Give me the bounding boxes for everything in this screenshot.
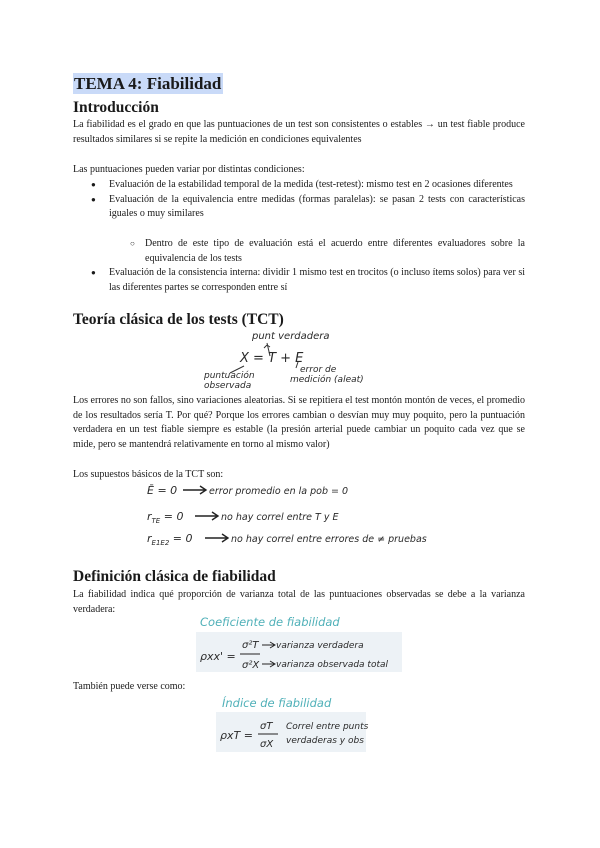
assumptions-intro: Los supuestos básicos de la TCT son: — [73, 469, 224, 480]
assumption-2-rhs: no hay correl entre T y E — [221, 512, 339, 523]
assumption-2-lhs: $r_{TE} = 0$ — [147, 510, 184, 525]
list-item: ○ Dentro de este tipo de evaluación está el acuerdo entre diferentes evaluadores sobre la equivalencia de los tests — [130, 238, 525, 264]
arrow-icon — [262, 661, 275, 667]
arrow-icon — [195, 512, 218, 520]
svg-text:observada: observada — [204, 381, 252, 391]
conditions-list-cont — [91, 266, 525, 295]
conditions-list — [91, 178, 525, 222]
formula-label-left: puntuación — [204, 371, 255, 381]
circle-bullet-icon: ○ — [130, 239, 135, 248]
formula-label-right: error de — [300, 365, 337, 375]
section-heading-definicion: Definición clásica de fiabilidad — [73, 568, 276, 585]
coefficient-den-note: varianza observada total — [276, 660, 389, 670]
section-heading-introduccion: Introducción — [73, 99, 159, 116]
coefficient-num-note: varianza verdadera — [276, 641, 364, 651]
index-denominator: σX — [260, 739, 274, 750]
formula-label-top: punt verdadera — [252, 331, 330, 342]
arrow-icon — [262, 642, 275, 648]
also-paragraph: También puede verse como: — [73, 681, 186, 692]
arrow-icon — [205, 534, 228, 542]
conditions-paragraph: Las puntuaciones pueden variar por distintas condiciones: — [73, 164, 305, 175]
coefficient-formula — [196, 612, 406, 676]
bullet-icon: ● — [91, 180, 96, 189]
tct-formula-image — [200, 326, 410, 390]
index-formula — [216, 693, 376, 757]
svg-text:medición (aleat): medición (aleat) — [290, 375, 364, 385]
index-note-1: Correl entre punts — [286, 722, 369, 732]
coefficient-numerator: σ²T — [242, 640, 259, 651]
index-title: Índice de fiabilidad — [222, 696, 332, 710]
assumption-3-rhs: no hay correl entre errores de ≠ pruebas — [231, 534, 427, 545]
section-heading-tct: Teoría clásica de los tests (TCT) — [73, 311, 284, 328]
index-numerator: σT — [260, 721, 273, 732]
bullet-icon: ● — [91, 194, 96, 204]
index-note-2: verdaderas y obs — [286, 736, 364, 746]
coefficient-title: Coeficiente de fiabilidad — [200, 615, 340, 629]
arrow-icon — [183, 486, 206, 494]
bullet-icon: ● — [91, 268, 96, 277]
list-item: ● Evaluación de la equivalencia entre medidas (formas paralelas): se pasan 2 tests con características iguales o muy similares — [91, 193, 525, 220]
list-item: ● Evaluación de la estabilidad temporal de la medida (test-retest): mismo test en 2 ocasiones diferentes — [109, 178, 525, 193]
definition-paragraph: La fiabilidad indica qué proporción de varianza total de las puntuaciones observadas se debe a la varianza verdadera: — [73, 589, 525, 615]
tct-paragraph: Los errores no son fallos, sino variaciones aleatorias. Si se repitiera el test montón montón de veces, el promedio de los resultados sería T. Por qué? Porque los errores cambian o desvían muy muy poquito, pero la puntuación verdadera en un test fiable siempre es estable (la presión arterial puede cambiar un poquito cada vez que se mide, pero se mantendrá relativamente en torno al mismo valor) — [73, 395, 525, 450]
coefficient-denominator: σ²X — [242, 660, 260, 671]
coefficient-lhs: ρxx' = — [200, 650, 236, 663]
sub-list — [130, 237, 525, 266]
assumption-1-rhs: error promedio en la pob = 0 — [209, 486, 349, 497]
list-item: ● Evaluación de la consistencia interna: dividir 1 mismo test en trocitos (o incluso ítems solos) para ver si las diferentes partes se corresponden entre sí — [91, 267, 525, 293]
intro-paragraph: La fiabilidad es el grado en que las puntuaciones de un test son consistentes o estables → un test fiable produce resultados similares si se repite la medición en condiciones equivalentes — [73, 119, 525, 145]
assumption-3-lhs: $r_{E1E2} = 0$ — [147, 532, 193, 547]
assumptions-image — [145, 480, 475, 550]
page-title: TEMA 4: Fiabilidad — [74, 74, 222, 93]
index-lhs: ρxT = — [220, 729, 253, 742]
assumption-1-lhs: Ē = 0 — [147, 484, 178, 497]
formula-main: X = T + E — [240, 351, 304, 366]
